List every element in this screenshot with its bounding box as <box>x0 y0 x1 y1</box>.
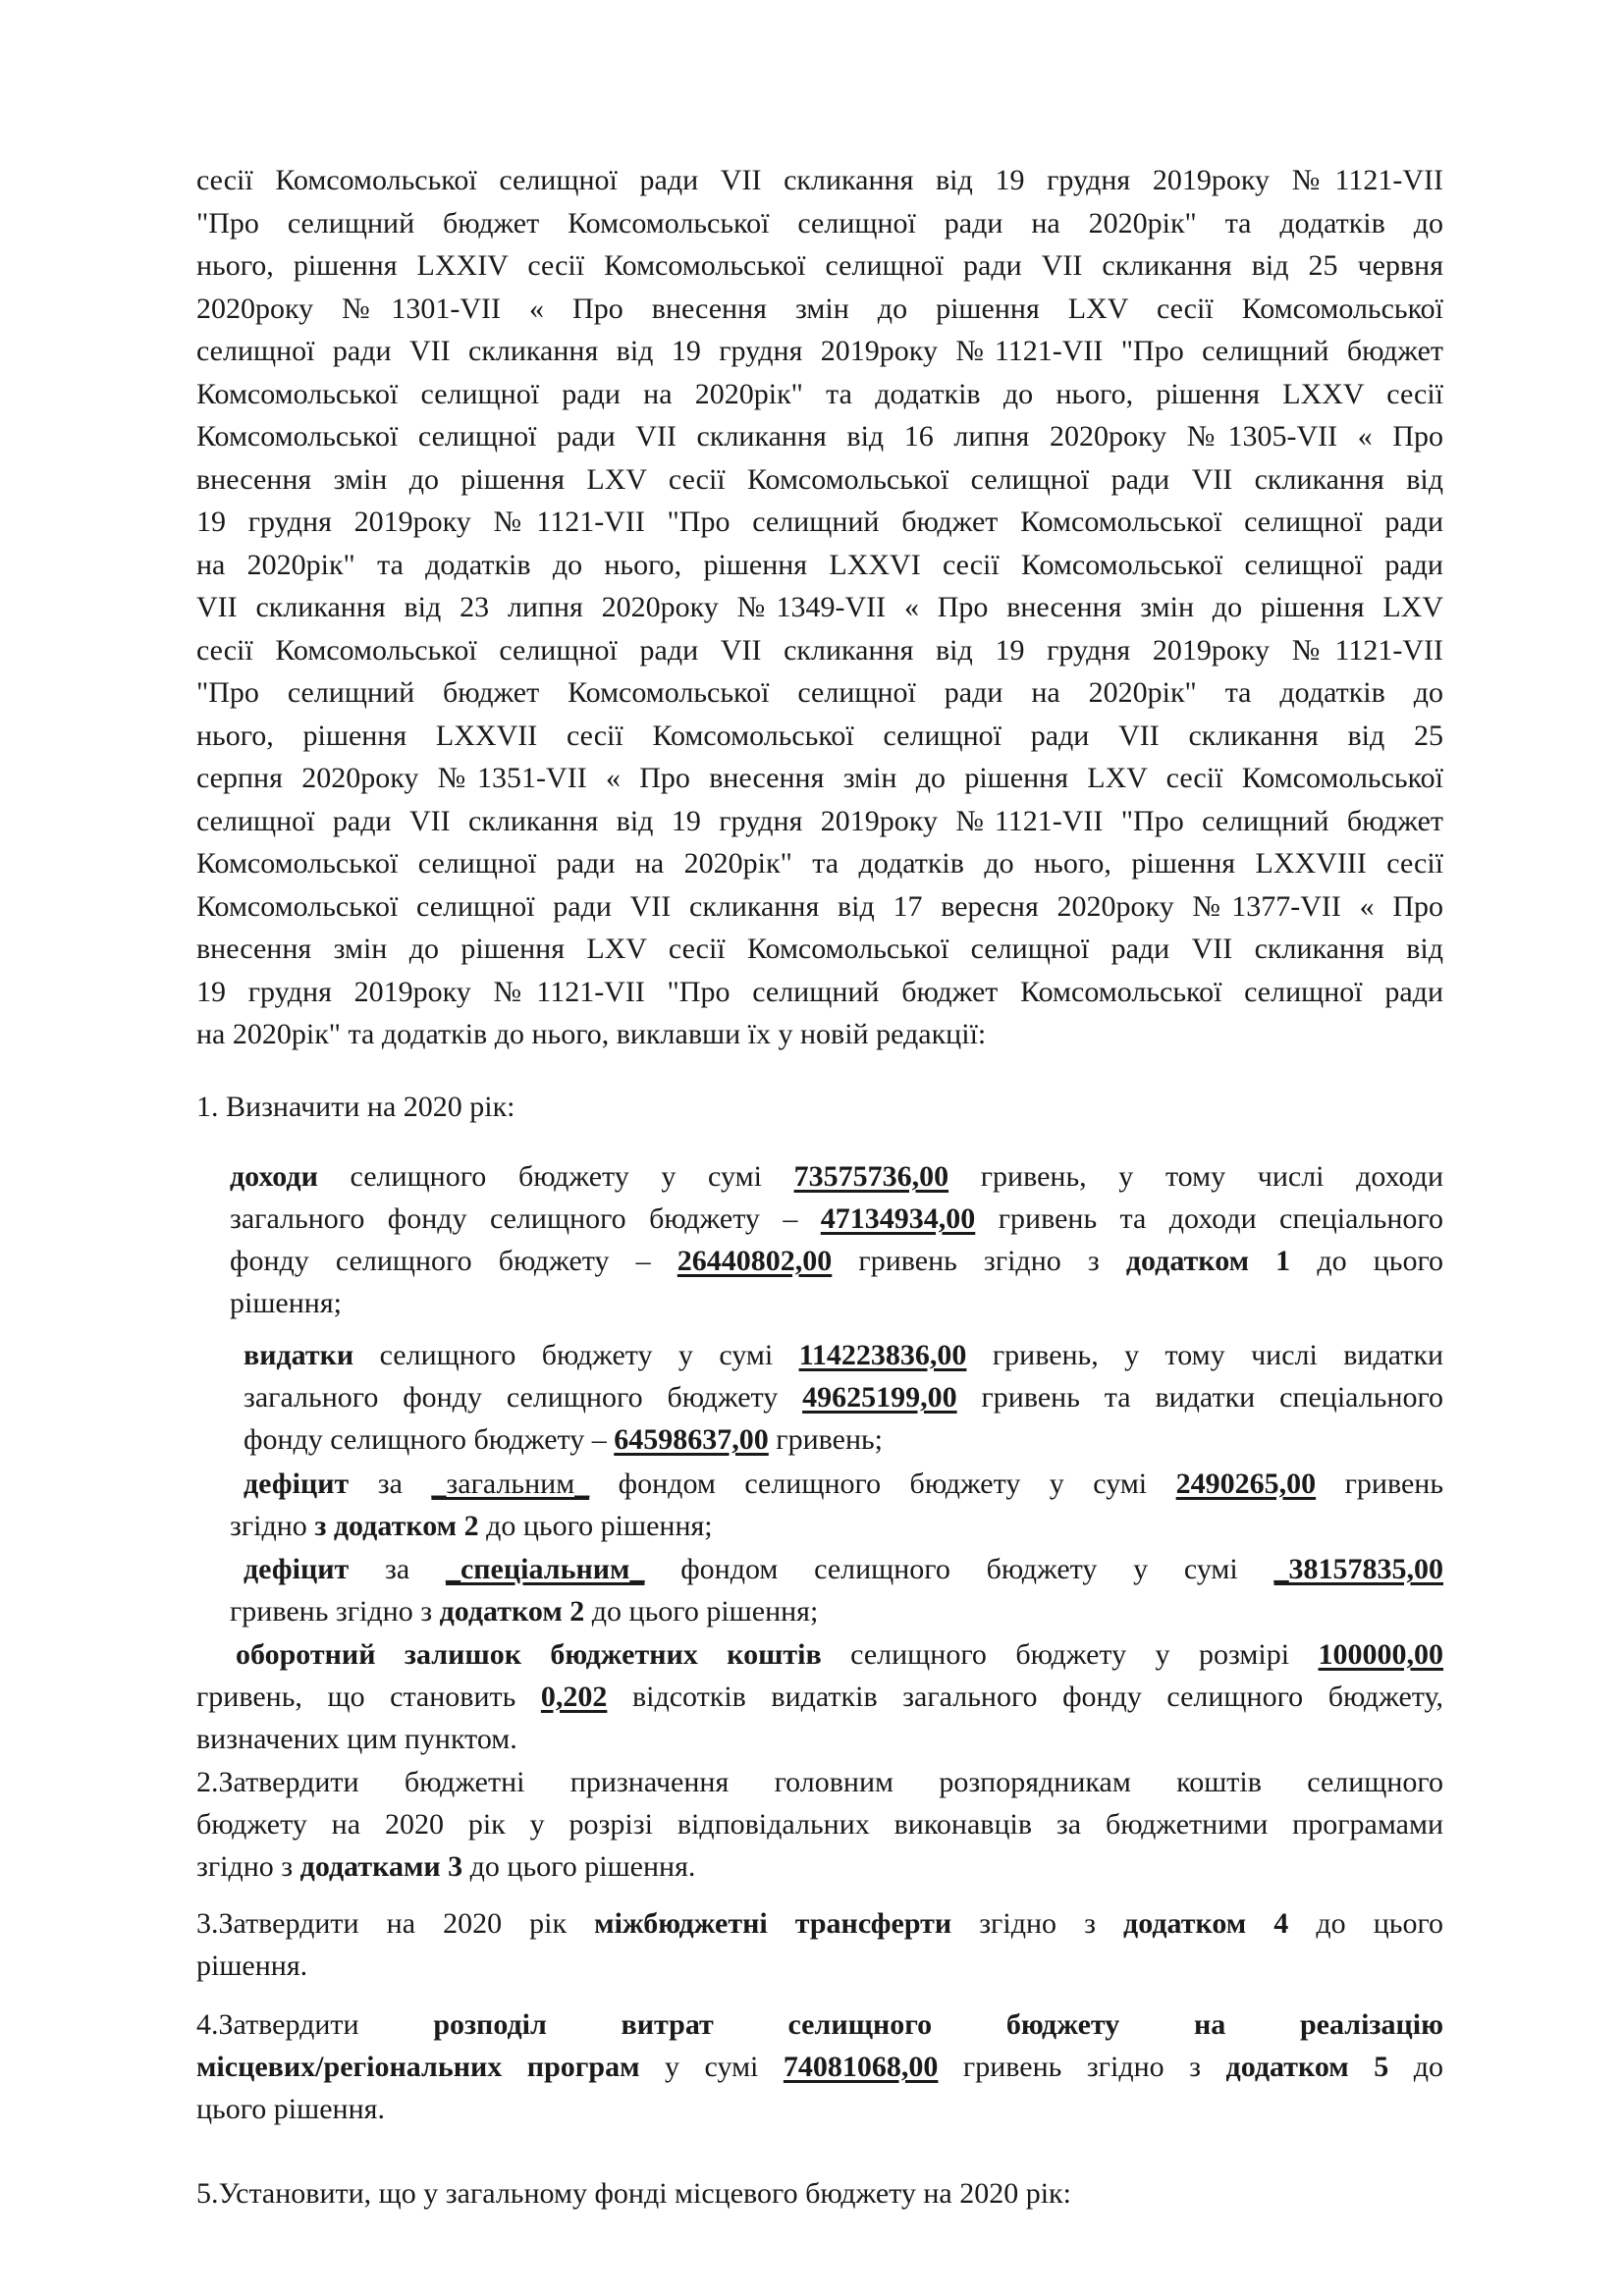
intro-line: на 2020рік" та додатків до нього, рішення LXXVI сесії Комсомольської селищної ради <box>196 548 1443 581</box>
reserve-percent: 0,202 <box>540 1681 608 1713</box>
intro-line: Комсомольської селищної ради VII скликання від 16 липня 2020року №1305-VII « Про <box>196 420 1443 453</box>
section-5-title <box>196 2172 1071 2215</box>
intro-line: сесії Комсомольської селищної ради VII скликання від 19 грудня 2019року №1121-VII <box>196 164 1443 196</box>
intro-line: внесення змін до рішення LXV сесії Комсомольської селищної ради VII скликання від <box>196 462 1443 496</box>
income-label: доходи <box>230 1160 318 1193</box>
deficit-general-label: дефіцит <box>244 1468 350 1500</box>
deficit-general-amount: 2490265,00 <box>1175 1468 1317 1500</box>
section-1-text: 1. Визначити на 2020 рік: <box>196 1091 515 1123</box>
intro-line: 2020року №1301-VII « Про внесення змін до рішення LXV сесії Комсомольської <box>196 292 1443 325</box>
section-4-annex: додатком 5 <box>1225 2051 1389 2083</box>
section-2-annex: додатками 3 <box>299 1850 463 1883</box>
deficit-special-amount: _38157835,00 <box>1273 1553 1444 1585</box>
deficit-special-paragraph: дефіцит за _спеціальним_ фондом селищного бюджету у сумі _38157835,00 гривень згідно з додатком 2 до цього рішення; <box>230 1553 1444 1628</box>
income-paragraph: доходи селищного бюджету у сумі 73575736,00 гривень, у тому числі доходи загального фонду селищного бюджету – 47134934,00 гривень та доходи спеціального фонду селищного бюджету – 26440802,00 гривень згідно з додатком 1 до цього рішення; <box>230 1160 1443 1319</box>
section-3-paragraph: 3.Затвердити на 2020 рік міжбюджетні трансферти згідно з додатком 4 до цього рішення. <box>196 1907 1443 1982</box>
deficit-general-paragraph: дефіцит за _загальним_ фондом селищного бюджету у сумі 2490265,00 гривень згідно з додатком 2 до цього рішення; <box>230 1468 1444 1542</box>
intro-line: серпня 2020року №1351-VII « Про внесення змін до рішення LXV сесії Комсомольської <box>196 762 1443 794</box>
intro-line: "Про селищний бюджет Комсомольської селищної ради на 2020рік" та додатків до <box>196 206 1443 240</box>
section-5-text: 5.Установити, що у загальному фонді місцевого бюджету на 2020 рік: <box>196 2177 1071 2210</box>
expenses-special: 64598637,00 <box>614 1423 769 1456</box>
intro-line: сесії Комсомольської селищної ради VII скликання від 19 грудня 2019року №1121-VII <box>196 633 1443 667</box>
section-2-paragraph: 2.Затвердити бюджетні призначення головним розпорядникам коштів селищного бюджету на 2020 рік у розрізі відповідальних виконавців за бюджетними програмами згідно з додатками 3 до цього рішення. <box>196 1766 1443 1883</box>
deficit-special-label: дефіцит <box>244 1553 350 1585</box>
income-annex: додатком 1 <box>1125 1245 1291 1277</box>
intro-line: 19 грудня 2019року №1121-VII "Про селищний бюджет Комсомольської селищної ради <box>196 975 1443 1008</box>
expenses-paragraph: видатки селищного бюджету у сумі 114223836,00 гривень, у тому числі видатки загального фонду селищного бюджету 49625199,00 гривень та видатки спеціального фонду селищного бюджету – 64598637,00 гривень; <box>244 1339 1444 1456</box>
programs-label-2: місцевих/регіональних програм <box>196 2051 640 2083</box>
intro-paragraph <box>196 159 1443 1056</box>
programs-label: розподіл витрат селищного бюджету на реалізацію <box>433 2008 1443 2041</box>
intro-line: 19 грудня 2019року №1121-VII "Про селищний бюджет Комсомольської селищної ради <box>196 506 1443 538</box>
income-special: 26440802,00 <box>677 1245 833 1277</box>
intro-line: селищної ради VII скликання від 19 грудня 2019року №1121-VII "Про селищний бюджет <box>196 804 1443 837</box>
intro-line: селищної ради VII скликання від 19 грудня 2019року №1121-VII "Про селищний бюджет <box>196 335 1443 367</box>
expenses-total: 114223836,00 <box>798 1339 967 1371</box>
income-total: 73575736,00 <box>793 1160 949 1193</box>
reserve-paragraph: оборотний залишок бюджетних коштів селищного бюджету у розмірі 100000,00 гривень, що становить 0,202 відсотків видатків загального фонду селищного бюджету, визначених цим пунктом. <box>196 1638 1444 1755</box>
expenses-label: видатки <box>244 1339 354 1371</box>
deficit-general-fund: _загальним_ <box>431 1468 590 1500</box>
income-general: 47134934,00 <box>820 1202 976 1235</box>
section-3-annex: додатком 4 <box>1123 1907 1289 1940</box>
deficit-special-annex: додатком 2 <box>439 1595 585 1628</box>
intro-line: VII скликання від 23 липня 2020року №1349-VII « Про внесення змін до рішення LXV <box>196 591 1443 623</box>
section-1-title <box>196 1086 515 1128</box>
deficit-general-annex: з додатком 2 <box>314 1510 479 1542</box>
intro-line: нього, рішення LXXVII сесії Комсомольської селищної ради VII скликання від 25 <box>196 719 1443 752</box>
deficit-special-fund: _спеціальним_ <box>445 1553 645 1585</box>
intro-line: нього, рішення LXXIV сесії Комсомольської селищної ради VII скликання від 25 червня <box>196 249 1443 282</box>
intro-line: Комсомольської селищної ради на 2020рік" та додатків до нього, рішення LXXVIII сесії <box>196 847 1443 880</box>
section-4-paragraph: 4.Затвердити розподіл витрат селищного бюджету на реалізацію місцевих/регіональних програм у сумі 74081068,00 гривень згідно з додатком 5 до цього рішення. <box>196 2008 1444 2125</box>
reserve-amount: 100000,00 <box>1318 1638 1444 1671</box>
expenses-general: 49625199,00 <box>802 1381 957 1414</box>
programs-amount: 74081068,00 <box>783 2051 939 2083</box>
intro-line: Комсомольської селищної ради VII скликання від 17 вересня 2020року №1377-VII « Про <box>196 889 1443 923</box>
intro-line: "Про селищний бюджет Комсомольської селищної ради на 2020рік" та додатків до <box>196 676 1443 709</box>
intro-line: на 2020рік" та додатків до нього, виклавши їх у новій редакції: <box>196 1018 987 1050</box>
intro-line: Комсомольської селищної ради на 2020рік" та додатків до нього, рішення LXXV сесії <box>196 377 1443 410</box>
intro-line: внесення змін до рішення LXV сесії Комсомольської селищної ради VII скликання від <box>196 933 1443 965</box>
transfers-label: міжбюджетні трансферти <box>594 1907 952 1940</box>
reserve-label: оборотний залишок бюджетних коштів <box>236 1638 822 1671</box>
